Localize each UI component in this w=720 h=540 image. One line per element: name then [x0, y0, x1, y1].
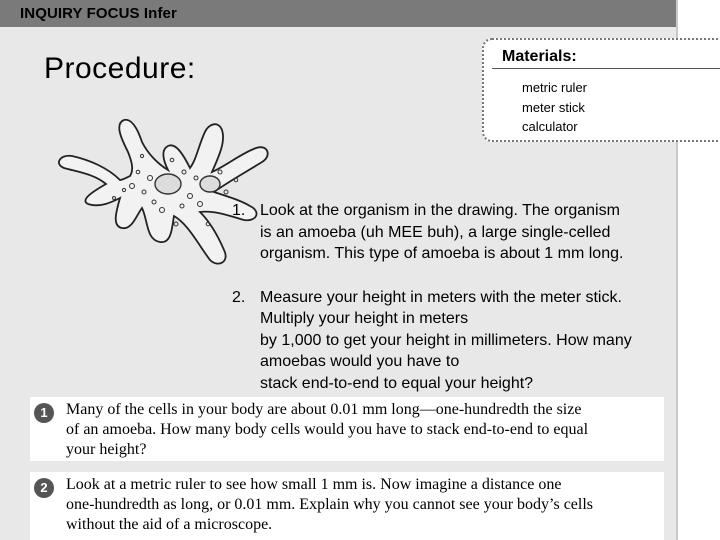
materials-divider: [492, 68, 720, 69]
procedure-title: Procedure:: [44, 52, 196, 85]
question-text-line: Look at a metric ruler to see how small 1 mm is. Now imagine a distance one: [66, 476, 562, 493]
materials-list: [522, 78, 587, 137]
question-text-line: Many of the cells in your body are about 0.01 mm long—one-hundredth the size: [66, 401, 582, 418]
question-number-badge: 2: [34, 478, 54, 498]
procedure-steps: [232, 200, 710, 416]
step-text-line: amoebas would you have to: [260, 353, 460, 370]
step-text-line: Multiply your height in meters: [260, 310, 469, 327]
step-text-line: stack end-to-end to equal your height?: [260, 374, 534, 392]
material-item: metric ruler: [522, 80, 588, 95]
step-text-line: Measure your height in meters with the meter stick.: [260, 288, 622, 306]
header-title: INQUIRY FOCUS Infer: [20, 5, 177, 22]
procedure-step: [232, 200, 710, 265]
question-text-line: of an amoeba. How many body cells would you have to stack end-to-end to equal: [66, 421, 589, 438]
procedure-step: [232, 287, 710, 395]
question-text-line: your height?: [66, 441, 147, 458]
step-number: 2.: [232, 288, 246, 306]
header-bar: [0, 0, 676, 27]
step-text-line: by 1,000 to get your height in millimeters. How many: [260, 331, 632, 349]
question-1: [30, 397, 664, 461]
question-text-line: without the aid of a microscope.: [66, 516, 273, 533]
question-2: [30, 472, 664, 540]
question-text-line: one-hundredth as long, or 0.01 mm. Explain why you cannot see your body’s cells: [66, 496, 594, 513]
materials-box: [482, 38, 720, 142]
step-number: 1.: [232, 202, 246, 219]
step-text-line: Look at the organism in the drawing. The organism: [260, 202, 620, 219]
material-item: calculator: [522, 119, 578, 134]
materials-title: Materials:: [502, 48, 577, 65]
question-text: [66, 475, 656, 535]
step-text-line: is an amoeba (uh MEE buh), a large single-celled: [260, 223, 611, 241]
step-text-line: organism. This type of amoeba is about 1 mm long.: [260, 245, 624, 262]
question-text: [66, 400, 656, 460]
material-item: meter stick: [522, 99, 585, 115]
question-number-badge: 1: [34, 403, 54, 423]
